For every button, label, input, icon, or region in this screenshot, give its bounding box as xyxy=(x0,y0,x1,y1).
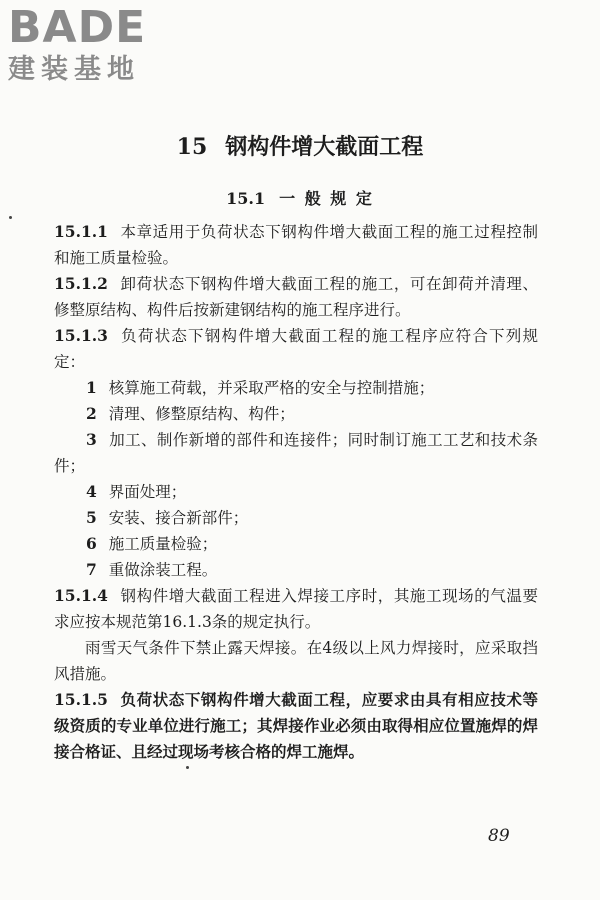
item-number: 2 xyxy=(86,404,97,423)
brand-logo xyxy=(8,4,178,86)
clause-text: 钢构件增大截面工程进入焊接工序时，其施工现场的气温要求应按本规范第16.1.3条的规定执行。 xyxy=(54,587,538,631)
page-number: 89 xyxy=(488,826,510,846)
section-number: 15.1 xyxy=(226,189,266,208)
clause-text: 本章适用于负荷状态下钢构件增大截面工程的施工过程控制和施工质量检验。 xyxy=(54,223,538,267)
clause-number: 15.1.5 xyxy=(54,690,108,709)
clause-15-1-2 xyxy=(54,271,538,323)
list-item xyxy=(54,557,538,583)
logo-wordmark: BADE xyxy=(8,2,147,53)
chapter-title-text: 钢构件增大截面工程 xyxy=(225,134,424,160)
clause-15-1-1 xyxy=(54,219,538,271)
item-text: 核算施工荷载，并采取严格的安全与控制措施； xyxy=(108,379,435,397)
item-number: 3 xyxy=(86,430,97,449)
scan-speck xyxy=(9,216,12,219)
clause-number: 15.1.2 xyxy=(54,274,108,293)
list-item xyxy=(54,375,538,401)
section-title xyxy=(0,186,600,209)
item-text: 清理、修整原结构、构件； xyxy=(108,405,295,423)
clause-15-1-5 xyxy=(54,687,538,765)
logo-subtitle: 建装基地 xyxy=(8,54,140,85)
item-number: 7 xyxy=(86,560,97,579)
clause-text: 卸荷状态下钢构件增大截面工程的施工，可在卸荷并清理、修整原结构、构件后按新建钢结构的施工程序进行。 xyxy=(54,275,538,319)
clause-number: 15.1.1 xyxy=(54,222,108,241)
list-item xyxy=(54,505,538,531)
clause-text: 负荷状态下钢构件增大截面工程，应要求由具有相应技术等级资质的专业单位进行施工；其焊接作业必须由取得相应位置施焊的焊接合格证、且经过现场考核合格的焊工施焊。 xyxy=(54,690,538,761)
clause-15-1-4 xyxy=(54,583,538,635)
chapter-number: 15 xyxy=(176,134,208,160)
scan-speck xyxy=(186,766,189,769)
clause-number: 15.1.3 xyxy=(54,326,108,345)
section-title-text: 一 般 规 定 xyxy=(279,189,374,208)
item-text: 安装、接合新部件； xyxy=(108,509,249,527)
clause-15-1-3 xyxy=(54,323,538,375)
list-item xyxy=(54,479,538,505)
clause-text: 负荷状态下钢构件增大截面工程的施工程序应符合下列规定： xyxy=(54,327,538,371)
item-number: 4 xyxy=(86,482,97,501)
item-text: 施工质量检验； xyxy=(108,535,218,553)
item-text: 加工、制作新增的部件和连接件；同时制订施工工艺和技术条件； xyxy=(54,431,538,475)
clause-15-1-4-extra: 雨雪天气条件下禁止露天焊接。在4级以上风力焊接时，应采取挡风措施。 xyxy=(54,639,538,683)
item-number: 6 xyxy=(86,534,97,553)
list-item xyxy=(54,401,538,427)
list-item xyxy=(54,427,538,479)
list-item xyxy=(54,531,538,557)
item-text: 界面处理； xyxy=(108,483,187,501)
clause-number: 15.1.4 xyxy=(54,586,108,605)
item-text: 重做涂装工程。 xyxy=(108,561,218,579)
document-body xyxy=(54,219,538,765)
item-number: 1 xyxy=(86,378,97,397)
chapter-title xyxy=(0,130,600,161)
item-number: 5 xyxy=(86,508,97,527)
